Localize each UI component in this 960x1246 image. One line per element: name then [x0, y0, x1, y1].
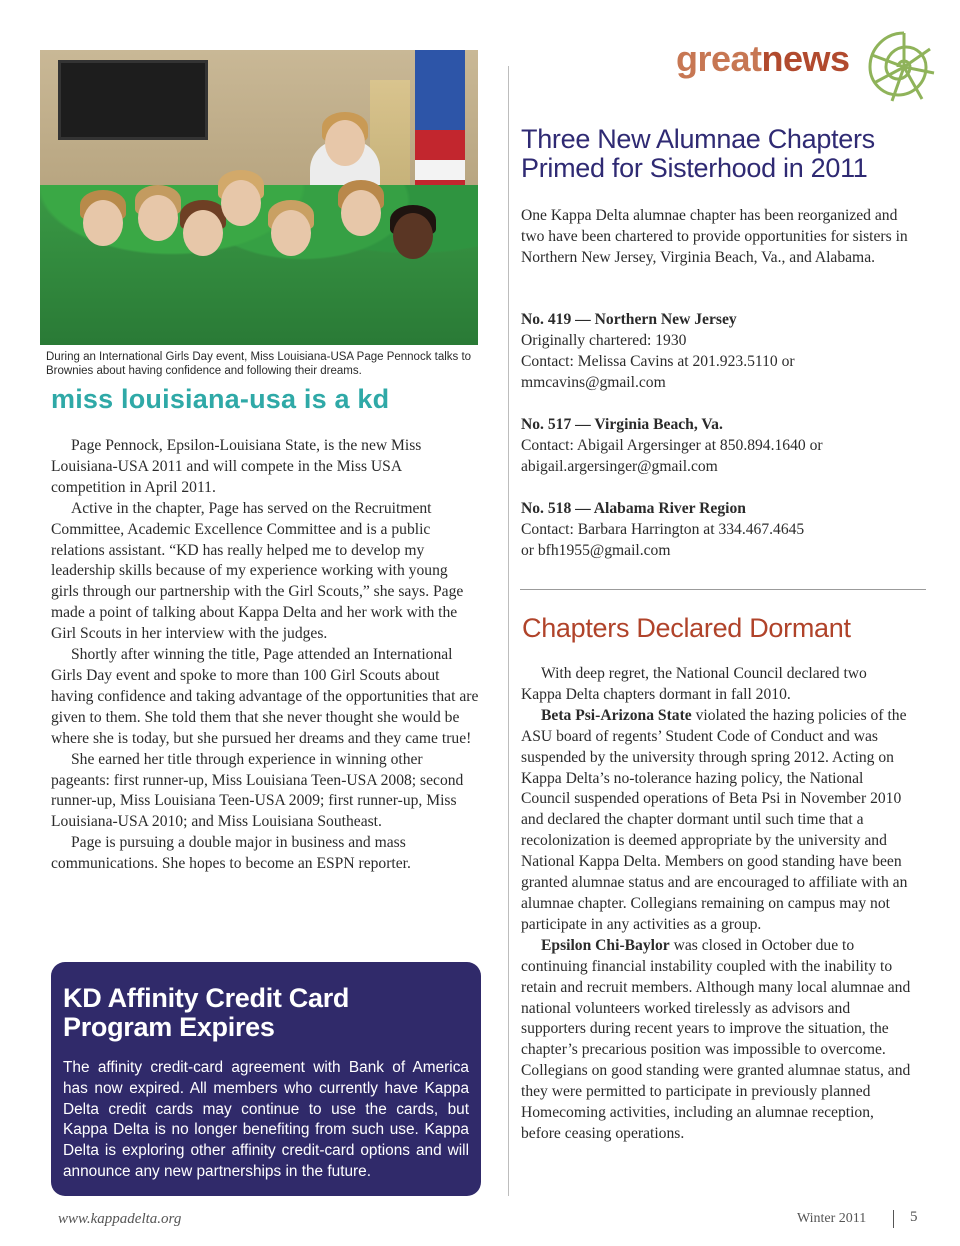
- brand-part-news: news: [761, 38, 850, 79]
- chapter-heading: No. 518 — Alabama River Region: [521, 500, 746, 517]
- right-title-line: Three New Alumnae Chapters: [521, 124, 875, 154]
- photo-tv-screen: [58, 60, 208, 140]
- footer-website-link[interactable]: www.kappadelta.org: [58, 1211, 182, 1227]
- left-paragraph: Shortly after winning the title, Page attended an International Girls Day event and spoke to more than 100 Girl Scouts about having confidence and taking advantage of the opportunities that are given to them. She told them that she never thought she would be where she is today, but she pursued her dreams and they came true!: [51, 646, 479, 747]
- photo-miss-louisiana-brownies: [40, 50, 478, 345]
- photo-face: [341, 190, 381, 236]
- credit-box-text: The affinity credit-card agreement with Bank of America has now expired. All members who currently have Kappa Delta credit cards may continue to use the cards, but Kappa Delta is no longer benefiting from such use. Kappa Delta is exploring other affinity credit-card options and will announce any new partnerships in the future.: [63, 1059, 469, 1180]
- credit-box-title: [63, 984, 469, 1042]
- dormant-paragraph: [521, 936, 911, 1145]
- photo-face: [393, 213, 433, 259]
- dormant-article-title: Chapters Declared Dormant: [522, 613, 851, 643]
- credit-box-title-line: KD Affinity Credit Card: [63, 983, 350, 1013]
- chapter-heading: No. 517 — Virginia Beach, Va.: [521, 416, 723, 433]
- photo-caption: During an International Girls Day event, Miss Louisiana-USA Page Pennock talks to Brownies about having confidence and following their dreams.: [46, 351, 472, 377]
- chapter-detail: Contact: Melissa Cavins at 201.923.5110 or: [521, 352, 795, 370]
- dormant-paragraph: With deep regret, the National Council declared two Kappa Delta chapters dormant in fall 2010.: [521, 665, 867, 703]
- left-article-body: [51, 436, 479, 875]
- left-paragraph: She earned her title through experience in winning other pageants: first runner-up, Miss Louisiana Teen-USA 2008; second runner-up, Miss Louisiana Teen-USA 2009; first runner-up, Miss Louisiana-USA 2010; and Miss Louisiana Southeast.: [51, 750, 464, 831]
- section-divider: [520, 589, 926, 590]
- left-paragraph: Active in the chapter, Page has served on the Recruitment Committee, Academic Excellence Committee and is a public relations assistant. “KD has really helped me to develop my leadership skills because of my experience working with young girls through our partnership with the Girl Scouts,” she says. Page made a point of talking about Kappa Delta and her work with the Girl Scouts in her interview with the judges.: [51, 499, 464, 643]
- right-title-line: Primed for Sisterhood in 2011: [521, 153, 868, 183]
- chapter-listing: [521, 499, 921, 562]
- dormant-paragraph: [521, 706, 911, 936]
- chapter-heading: No. 419 — Northern New Jersey: [521, 311, 737, 328]
- photo-face: [183, 210, 223, 256]
- photo-face: [325, 120, 365, 166]
- nautilus-shell-icon: [864, 25, 938, 109]
- chapter-email: mmcavins@gmail.com: [521, 373, 666, 391]
- left-article-title: miss louisiana-usa is a kd: [51, 384, 390, 414]
- credit-card-notice-box: [51, 962, 481, 1196]
- right-article-intro: One Kappa Delta alumnae chapter has been reorganized and two have been chartered to provide opportunities for sisters in Northern New Jersey, Virginia Beach, Va., and Alabama.: [521, 207, 908, 266]
- chapter-listing: [521, 310, 921, 394]
- chapter-detail: Contact: Abigail Argersinger at 850.894.1640 or: [521, 436, 823, 454]
- column-divider: [508, 66, 509, 1196]
- dormant-paragraph-text: was closed in October due to continuing financial instability coupled with the inability to retain and recruit members. Although many local alumnae and national volunteers worked tirelessly as advisors and supporters during recent years to improve the situation, the chapter’s precarious position was impossible to overcome. Collegians on good standing were granted alumnae status, and they were permitted to participate in previously planned Homecoming activities, including an alumnae reception, before ceasing operations.: [521, 936, 911, 1142]
- chapter-email: abigail.argersinger@gmail.com: [521, 457, 718, 475]
- chapter-detail: Originally chartered: 1930: [521, 331, 687, 349]
- left-paragraph: Page is pursuing a double major in business and mass communications. She hopes to become an ESPN reporter.: [51, 834, 411, 873]
- chapter-listing: [521, 415, 921, 478]
- photo-face: [138, 195, 178, 241]
- section-brand: [676, 38, 850, 80]
- dormant-article-body: [521, 664, 911, 1145]
- chapter-detail: Contact: Barbara Harrington at 334.467.4645: [521, 520, 805, 538]
- credit-box-title-line: Program Expires: [63, 1012, 275, 1042]
- photo-face: [221, 180, 261, 226]
- chapter-email: or bfh1955@gmail.com: [521, 541, 671, 559]
- left-paragraph: Page Pennock, Epsilon-Louisiana State, is the new Miss Louisiana-USA 2011 and will compete in the Miss USA competition in April 2011.: [51, 437, 422, 496]
- right-article-title: [521, 125, 921, 183]
- brand-part-great: great: [676, 38, 762, 79]
- chapter-name-bold: Beta Psi-Arizona State: [541, 706, 692, 724]
- photo-face: [83, 200, 123, 246]
- footer-separator: [893, 1210, 894, 1228]
- dormant-paragraph-text: violated the hazing policies of the ASU board of regents’ Student Code of Conduct and was suspended by the university through spring 2012. Acting on Kappa Delta’s no-tolerance hazing policy, the National Council suspended operations of Beta Psi in November 2010 and declared the chapter dormant until such time that a recolonization is deemed appropriate by the university and National Kappa Delta. Members on good standing have been granted alumnae status and are encouraged to affiliate with an alumnae chapter. Collegians remaining on campus may not participate in any activities as a group.: [521, 706, 908, 933]
- footer-page-number: 5: [910, 1209, 918, 1225]
- footer-issue: Winter 2011: [797, 1211, 867, 1226]
- chapter-name-bold: Epsilon Chi-Baylor: [541, 936, 670, 954]
- photo-face: [271, 210, 311, 256]
